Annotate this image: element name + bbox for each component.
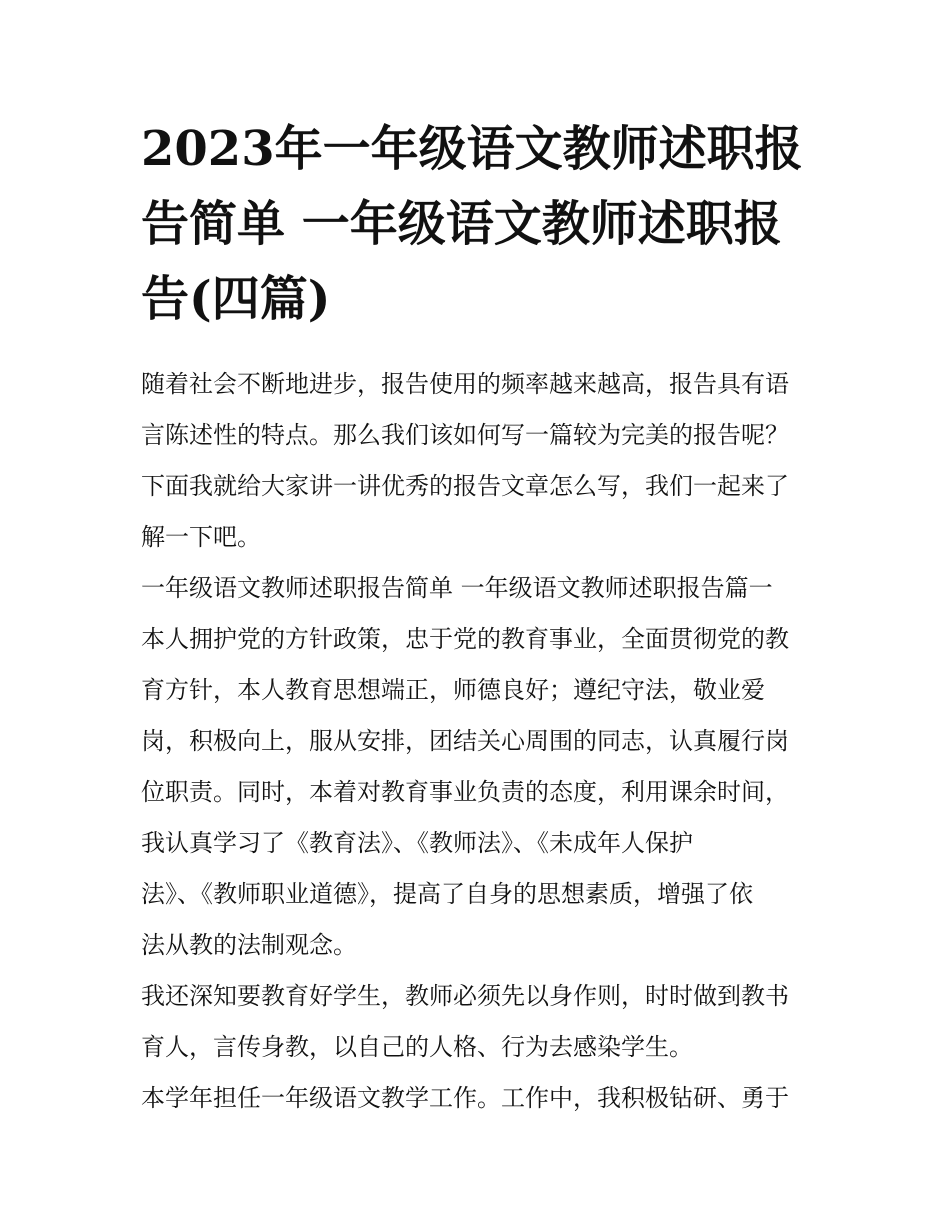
text-line: 法从教的法制观念。 [141, 931, 357, 959]
text-line: 我认真学习了《教育法》、《教师法》、《未成年人保护 [141, 829, 693, 857]
title-line: 告(四篇) [141, 271, 331, 327]
text-line: 育人，言传身教，以自己的人格、行为去感染学生。 [141, 1033, 693, 1061]
title-line: 告简单 一年级语文教师述职报 [141, 196, 782, 252]
text-line: 本学年担任一年级语文教学工作。工作中，我积极钻研、勇于 [141, 1084, 789, 1112]
document-page [141, 112, 816, 1124]
text-line: 位职责。同时，本着对教育事业负责的态度，利用课余时间， [141, 778, 789, 806]
section-heading: 一年级语文教师述职报告简单 一年级语文教师述职报告篇一 [141, 574, 773, 602]
title-line: 2023年一年级语文教师述职报 [141, 121, 803, 177]
text-line: 育方针，本人教育思想端正，师德良好；遵纪守法，敬业爱 [141, 676, 765, 704]
text-line: 法》、《教师职业道德》，提高了自身的思想素质，增强了依 [141, 880, 753, 908]
text-line: 岗，积极向上，服从安排，团结关心周围的同志，认真履行岗 [141, 727, 789, 755]
text-line: 我还深知要教育好学生，教师必须先以身作则，时时做到教书 [141, 982, 789, 1010]
text-line: 解一下吧。 [141, 523, 261, 551]
text-line: 随着社会不断地进步，报告使用的频率越来越高，报告具有语 [141, 370, 789, 398]
text-line: 本人拥护党的方针政策，忠于党的教育事业，全面贯彻党的教 [141, 625, 789, 653]
document-title [141, 112, 816, 337]
document-body [141, 359, 816, 1124]
text-line: 言陈述性的特点。那么我们该如何写一篇较为完美的报告呢？ [141, 421, 789, 449]
text-line: 下面我就给大家讲一讲优秀的报告文章怎么写，我们一起来了 [141, 472, 789, 500]
